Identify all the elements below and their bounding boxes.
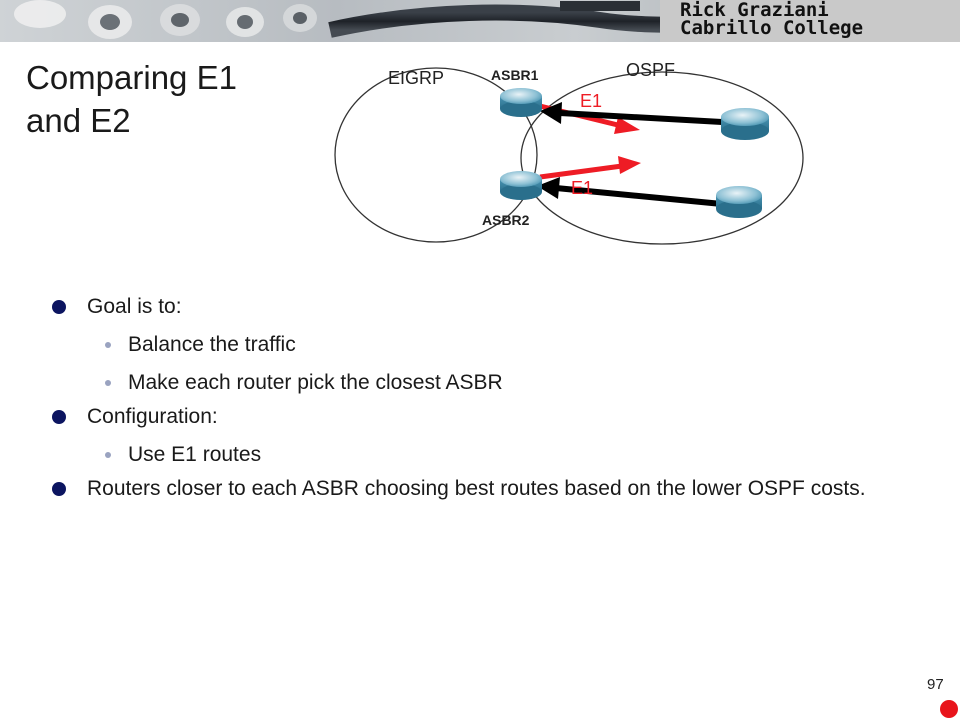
network-diagram-canvas [320,50,810,250]
header-name-line2: Cabrillo College [680,17,864,39]
page-number: 97 [927,676,944,693]
router-asbr1-icon [500,88,542,117]
router-ospf-bottom-icon [716,186,762,218]
network-diagram [320,50,810,255]
path-arrow-bottom [537,177,722,204]
slide-title-line2: and E2 [26,102,131,139]
eigrp-label: EIGRP [388,68,445,88]
asbr2-label: ASBR2 [482,212,530,228]
e1-route-arrow-bottom [540,156,641,177]
bullet-balance-traffic: Balance the traffic [52,332,912,358]
header-banner [0,0,960,42]
bullet-use-e1: Use E1 routes [52,442,912,468]
bullet-configuration: Configuration: [52,404,912,430]
bullet-list [52,286,912,502]
path-arrow-top [540,102,722,124]
bullet-goal: Goal is to: [52,294,912,320]
router-ospf-top-icon [721,108,769,140]
e1-label-bottom: E1 [571,178,594,198]
slide-title [26,56,237,142]
bullet-routers-closer: Routers closer to each ASBR choosing best routes based on the lower OSPF costs. [52,476,912,502]
header-name-line1: Rick Graziani [680,0,829,21]
ospf-label: OSPF [626,60,676,80]
slide-title-line1: Comparing E1 [26,59,237,96]
router-asbr2-icon [500,171,542,200]
ospf-domain-circle [521,72,803,244]
bullet-closest-asbr: Make each router pick the closest ASBR [52,370,912,396]
asbr1-label: ASBR1 [491,67,539,83]
corner-dot-icon [940,700,958,718]
e1-label-top: E1 [580,91,603,111]
